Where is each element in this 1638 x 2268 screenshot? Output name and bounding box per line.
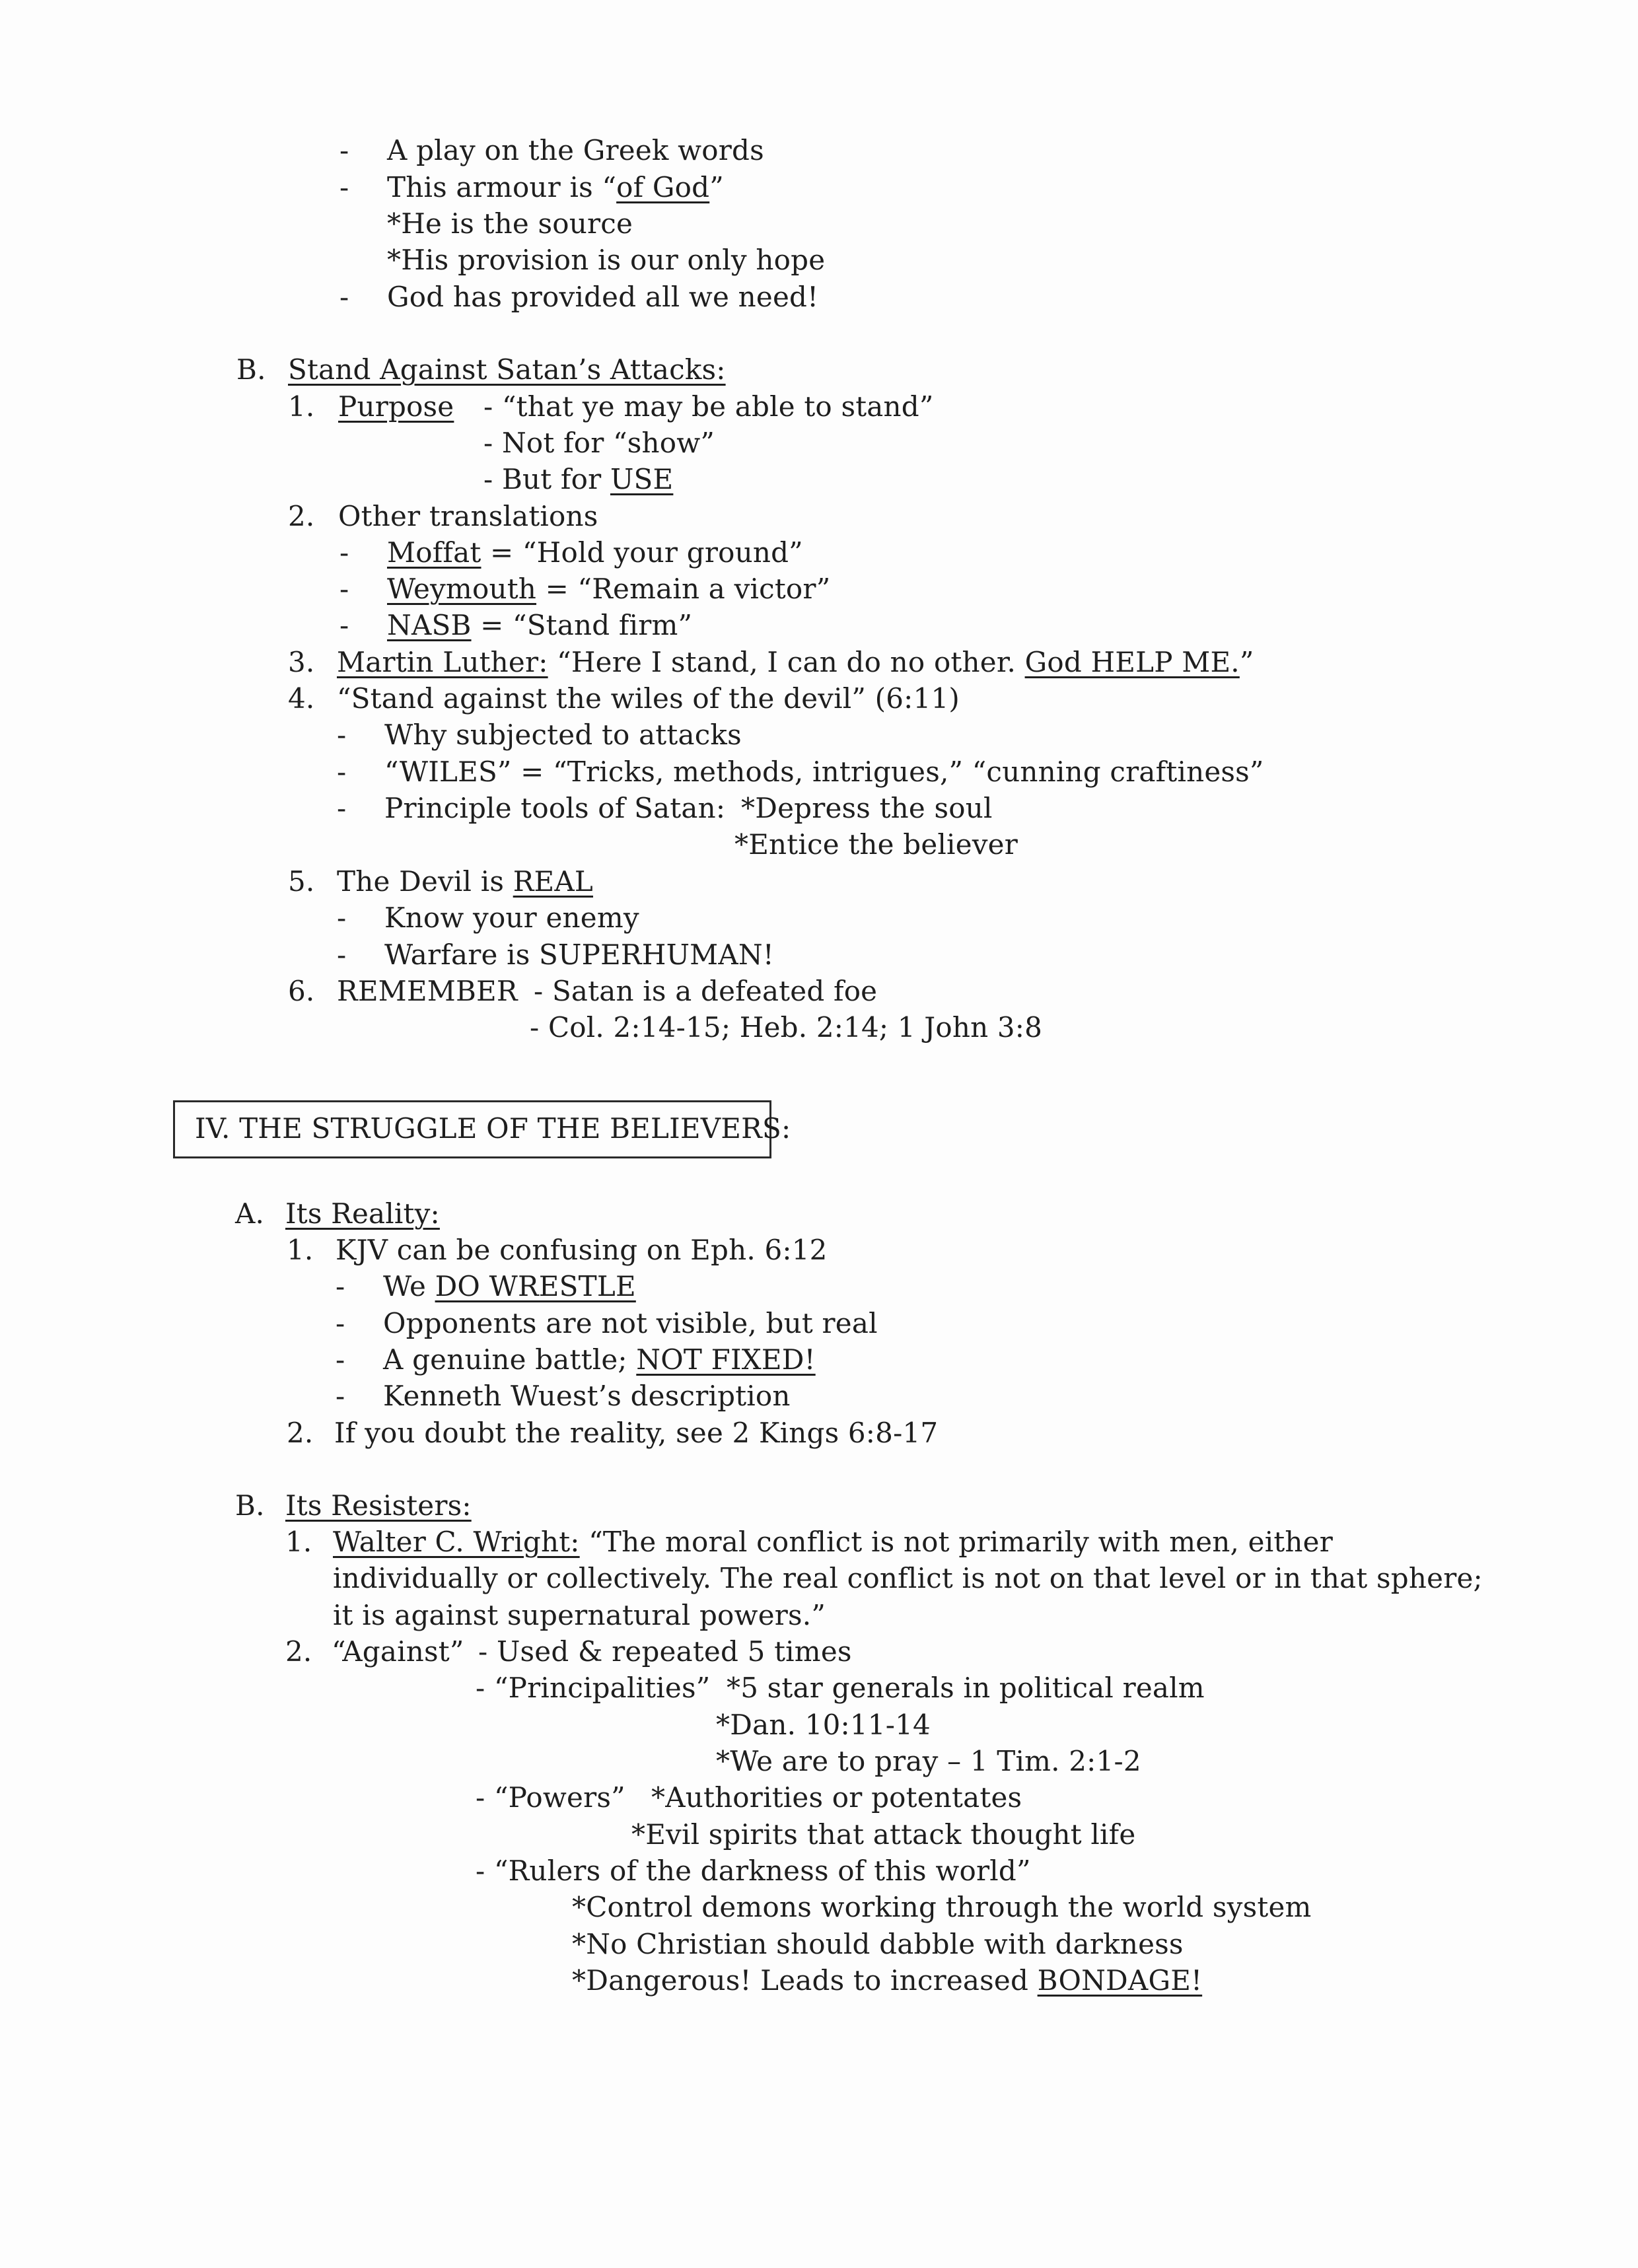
- item-number: 2.: [288, 500, 315, 532]
- item-number: 2.: [285, 1635, 312, 1668]
- dash: -: [339, 281, 349, 313]
- purpose-text: - “that ye may be able to stand”: [483, 390, 934, 423]
- dash: -: [336, 1380, 345, 1412]
- section-heading: IV. THE STRUGGLE OF THE BELIEVERS:: [195, 1112, 791, 1145]
- principalities-label: - “Principalities”: [476, 1672, 711, 1704]
- principalities-note2: *Dan. 10:11-14: [716, 1709, 931, 1741]
- item-number: 5.: [288, 865, 315, 898]
- dash: -: [339, 134, 349, 166]
- item-number: 1.: [288, 390, 315, 423]
- dash: -: [337, 719, 347, 751]
- principle-tools: Principle tools of Satan:: [384, 792, 726, 824]
- bullet-armour-of-god: This armour is “of God”: [387, 171, 724, 203]
- dash: -: [337, 756, 347, 788]
- item-number: 3.: [288, 646, 315, 678]
- against-text: - Used & repeated 5 times: [478, 1635, 852, 1668]
- entice-believer: *Entice the believer: [734, 828, 1018, 861]
- dash: -: [337, 902, 347, 934]
- scripture-references: - Col. 2:14-15; Heb. 2:14; 1 John 3:8: [530, 1011, 1043, 1044]
- section-heading-box: [173, 1100, 791, 1158]
- dash: -: [337, 939, 347, 971]
- warfare-superhuman: Warfare is SUPERHUMAN!: [384, 939, 774, 971]
- other-translations: Other translations: [338, 500, 598, 532]
- remember-label: REMEMBER: [337, 975, 518, 1007]
- translation-nasb: NASB = “Stand firm”: [387, 609, 693, 641]
- genuine-battle: A genuine battle; NOT FIXED!: [383, 1343, 816, 1376]
- item-number: 1.: [285, 1526, 312, 1558]
- section-b2-title: Its Resisters:: [285, 1489, 472, 1522]
- translation-moffat: Moffat = “Hold your ground”: [387, 536, 803, 569]
- note-source: *He is the source: [387, 207, 633, 240]
- dash: -: [339, 609, 349, 641]
- purpose-label: Purpose: [338, 390, 454, 423]
- know-your-enemy: Know your enemy: [384, 902, 639, 934]
- item-number: 2.: [287, 1417, 314, 1449]
- wright-quote-line3: it is against supernatural powers.”: [333, 1599, 826, 1631]
- item-number: 6.: [288, 975, 315, 1007]
- wright-quote-line2: individually or collectively. The real conflict is not on that level or in that sphere;: [333, 1562, 1483, 1594]
- wuest-description: Kenneth Wuest’s description: [383, 1380, 791, 1412]
- dash: -: [339, 573, 349, 605]
- wright-quote-line1: Walter C. Wright: “The moral conflict is not primarily with men, either: [333, 1526, 1334, 1558]
- principalities-note3: *We are to pray – 1 Tim. 2:1-2: [716, 1745, 1141, 1777]
- doubt-reality: If you doubt the reality, see 2 Kings 6:8-17: [334, 1417, 939, 1449]
- rulers-note3: *Dangerous! Leads to increased BONDAGE!: [572, 1964, 1203, 1997]
- dash: -: [339, 171, 349, 203]
- opponents-not-visible: Opponents are not visible, but real: [383, 1307, 878, 1339]
- purpose-use: - But for USE: [483, 463, 674, 495]
- principalities-note1: *5 star generals in political realm: [727, 1672, 1205, 1704]
- wiles-definition: “WILES” = “Tricks, methods, intrigues,” “cunning craftiness”: [384, 756, 1264, 788]
- devil-is-real: The Devil is REAL: [337, 865, 593, 898]
- defeated-foe: - Satan is a defeated foe: [534, 975, 878, 1007]
- note-provision: *His provision is our only hope: [387, 244, 826, 276]
- powers-note1: *Authorities or potentates: [651, 1781, 1022, 1814]
- depress-soul: *Depress the soul: [741, 792, 993, 824]
- rulers-label: - “Rulers of the darkness of this world”: [476, 1855, 1031, 1887]
- rulers-note1: *Control demons working through the world system: [572, 1891, 1312, 1923]
- dash: -: [337, 792, 347, 824]
- dash: -: [336, 1343, 345, 1376]
- against-label: “Against”: [332, 1635, 464, 1668]
- item-number: 1.: [287, 1234, 314, 1266]
- dash: -: [339, 536, 349, 569]
- dash: -: [336, 1307, 345, 1339]
- section-b-title: Stand Against Satan’s Attacks:: [288, 353, 726, 386]
- bullet-greek-words: A play on the Greek words: [387, 134, 764, 166]
- purpose-not-show: - Not for “show”: [483, 427, 715, 459]
- dash: -: [336, 1270, 345, 1302]
- bullet-god-provided: God has provided all we need!: [387, 281, 819, 313]
- martin-luther-quote: Martin Luther: “Here I stand, I can do no other. God HELP ME.”: [337, 646, 1254, 678]
- rulers-note2: *No Christian should dabble with darkness: [572, 1928, 1184, 1960]
- item-number: 4.: [288, 682, 315, 715]
- section-a-label: A.: [235, 1197, 265, 1230]
- section-b2-label: B.: [235, 1489, 265, 1522]
- we-do-wrestle: We DO WRESTLE: [383, 1270, 636, 1302]
- section-b-label: B.: [236, 353, 266, 386]
- why-subjected: Why subjected to attacks: [384, 719, 742, 751]
- stand-against-wiles: “Stand against the wiles of the devil” (6:11): [337, 682, 960, 715]
- powers-label: - “Powers”: [476, 1781, 625, 1814]
- kjv-confusing: KJV can be confusing on Eph. 6:12: [336, 1234, 828, 1266]
- translation-weymouth: Weymouth = “Remain a victor”: [387, 573, 831, 605]
- section-a-title: Its Reality:: [285, 1197, 440, 1230]
- powers-note2: *Evil spirits that attack thought life: [631, 1818, 1136, 1851]
